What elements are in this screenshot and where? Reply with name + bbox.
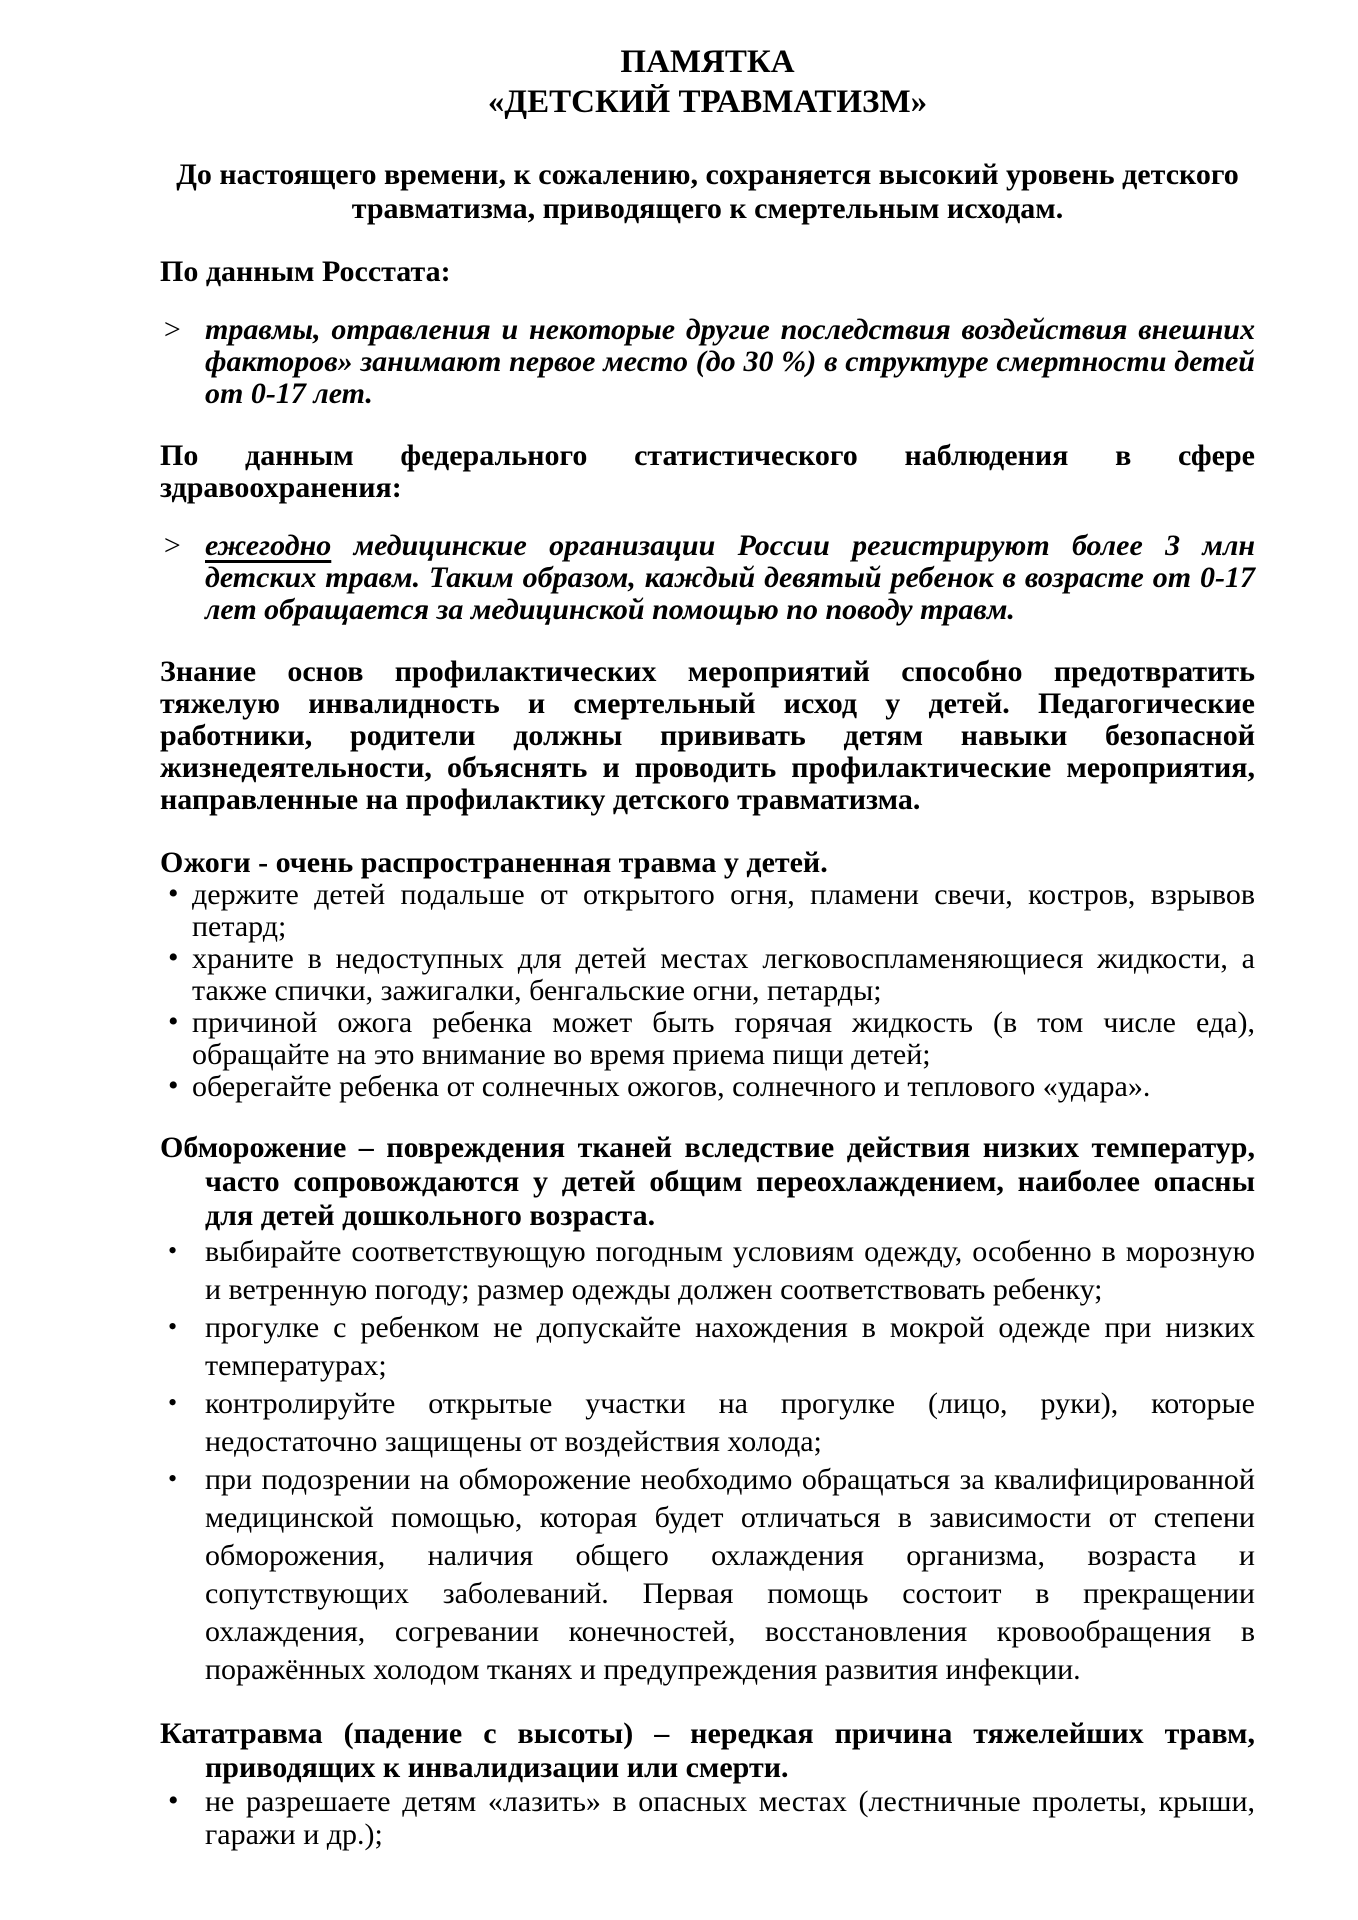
- bullet-icon: •: [168, 1069, 179, 1102]
- doc-title-line2: «ДЕТСКИЙ ТРАВМАТИЗМ»: [487, 84, 928, 120]
- bullet-icon: •: [168, 941, 179, 974]
- list-item-text: храните в недоступных для детей местах легковоспламеняющиеся жидкости, а также спички, зажигалки, бенгальские огни, петарды;: [192, 942, 1255, 1007]
- list-item-text: причиной ожога ребенка может быть горячая жидкость (в том числе еда), обращайте на это внимание во время приема пищи детей;: [192, 1006, 1255, 1071]
- burns-list: [160, 879, 1255, 1103]
- list-item-text: контролируйте открытые участки на прогулке (лицо, руки), которые недостаточно защищены от воздействия холода;: [205, 1387, 1255, 1458]
- list-item: [160, 1071, 1255, 1103]
- frostbite-list: [160, 1233, 1255, 1689]
- bullet-icon: •: [168, 1005, 179, 1038]
- list-item-text: прогулке с ребенком не допускайте нахождения в мокрой одежде при низких температурах;: [205, 1311, 1255, 1382]
- list-item: [160, 1785, 1255, 1851]
- list-item-text: оберегайте ребенка от солнечных ожогов, солнечного и теплового «удара».: [192, 1070, 1151, 1103]
- arrow-marker: >: [162, 313, 183, 346]
- bullet-icon: •: [168, 1784, 179, 1817]
- arrow-list-item-federal: [160, 530, 1255, 626]
- list-item-text: не разрешаете детям «лазить» в опасных местах (лестничные пролеты, крыши, гаражи и др.);: [205, 1785, 1255, 1851]
- bullet-icon: •: [168, 1236, 178, 1265]
- list-item: [160, 1309, 1255, 1385]
- section-heading-rosstat: По данным Росстата:: [160, 255, 451, 288]
- arrow-list-item-rosstat: [160, 314, 1255, 410]
- list-item-text: держите детей подальше от открытого огня, пламени свечи, костров, взрывов петард;: [192, 878, 1255, 943]
- list-item-text: выбирайте соответствующую погодным условиям одежду, особенно в морозную и ветренную погоду; размер одежды должен соответствовать ребенку;: [205, 1235, 1255, 1306]
- list-item: [160, 879, 1255, 943]
- list-item: [160, 1007, 1255, 1071]
- bullet-icon: •: [168, 1312, 178, 1341]
- bullet-icon: •: [168, 1388, 178, 1417]
- section-heading-burns: Ожоги - очень распространенная травма у детей.: [160, 846, 828, 879]
- doc-title: [160, 42, 1255, 122]
- fall-trauma-list: [160, 1785, 1255, 1851]
- arrow-item-text: медицинские организации России регистрируют более 3 млн детских травм. Таким образом, каждый девятый ребенок в возрасте от 0-17 лет обращается за медицинской помощью по поводу травм.: [205, 529, 1255, 626]
- list-item: [160, 943, 1255, 1007]
- intro-paragraph: До настоящего времени, к сожалению, сохраняется высокий уровень детского травматизма, приводящего к смертельным исходам.: [176, 158, 1239, 225]
- list-item: [160, 1461, 1255, 1689]
- section-heading-federal: По данным федерального статистического наблюдения в сфере здравоохранения:: [160, 439, 1255, 504]
- section-heading-fall-trauma: Кататравма (падение с высоты) – нередкая причина тяжелейших травм, приводящих к инвалидизации или смерти.: [160, 1717, 1255, 1784]
- bullet-icon: •: [168, 877, 179, 910]
- underlined-word: ежегодно: [205, 529, 332, 562]
- doc-title-line1: ПАМЯТКА: [620, 44, 795, 80]
- list-item: [160, 1233, 1255, 1309]
- knowledge-paragraph: Знание основ профилактических мероприятий способно предотвратить тяжелую инвалидность и смертельный исход у детей. Педагогические работники, родители должны прививать детям навыки безопасной жизнедеятельности, объяснять и проводить профилактические мероприятия, направленные на профилактику детского травматизма.: [160, 655, 1255, 816]
- bullet-icon: •: [168, 1464, 178, 1493]
- section-heading-frostbite: Обморожение – повреждения тканей вследствие действия низких температур, часто сопровождаются у детей общим переохлаждением, наиболее опасны для детей дошкольного возраста.: [160, 1131, 1255, 1232]
- list-item-text: при подозрении на обморожение необходимо обращаться за квалифицированной медицинской помощью, которая будет отличаться в зависимости от степени обморожения, наличия общего охлаждения организма, возраста и сопутствующих заболеваний. Первая помощь состоит в прекращении охлаждения, согревании конечностей, восстановления кровообращения в поражённых холодом тканях и предупреждения развития инфекции.: [205, 1463, 1255, 1686]
- arrow-marker: >: [162, 529, 183, 562]
- arrow-item-text: травмы, отравления и некоторые другие последствия воздействия внешних факторов» занимают первое место (до 30 %) в структуре смертности детей от 0-17 лет.: [205, 313, 1255, 410]
- list-item: [160, 1385, 1255, 1461]
